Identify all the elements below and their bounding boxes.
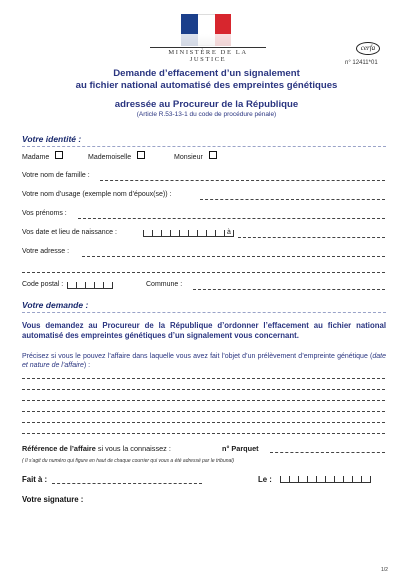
section-identity-title: Votre identité : <box>22 134 386 147</box>
adresse-field-2[interactable] <box>22 272 385 273</box>
reference-bold: Référence de l’affaire <box>22 444 96 453</box>
fait-a-field[interactable] <box>52 483 202 484</box>
code-postal-boxes[interactable] <box>67 282 113 289</box>
ministry-name: MINISTÈRE DE LA JUSTICE <box>150 47 266 63</box>
cerfa-logo: cerfa <box>356 42 380 55</box>
prelevement-intro: Précisez si vous le pouvez l’affaire dans laquelle vous avez fait l’objet d’un prélèvement d’empreinte génétique ( <box>22 353 373 360</box>
code-postal-label: Code postal : <box>22 281 64 288</box>
affaire-line-4[interactable] <box>22 411 385 412</box>
affaire-line-5[interactable] <box>22 422 385 423</box>
prelevement-hint: date et nature de l’affaire <box>22 353 386 369</box>
civility-mademoiselle-label: Mademoiselle <box>88 154 132 161</box>
section-demand-title: Votre demande : <box>22 300 386 313</box>
prenoms-field[interactable] <box>78 218 385 219</box>
civility-madame-label: Madame <box>22 154 50 161</box>
affaire-line-3[interactable] <box>22 400 385 401</box>
commune-label: Commune : <box>146 281 183 288</box>
form-title-line-1: Demande d’effacement d’un signalement <box>113 68 300 79</box>
parquet-label: n° Parquet <box>222 444 259 453</box>
cerfa-number: n° 12411*01 <box>345 60 378 66</box>
reference-note: ( Il s’agit du numéro qui figure en haut de chaque courrier qui vous a été adressé par le tribunal) <box>22 458 235 464</box>
demand-main-text: Vous demandez au Procureur de la République d’ordonner l’effacement au fichier national automatisé des empreintes génétiques d’un signalement vous concernant. <box>22 321 386 340</box>
prelevement-end: ) : <box>83 362 91 369</box>
article-reference: (Article R.53-13-1 du code de procédure pénale) <box>136 111 277 118</box>
form-title-line-2: au fichier national automatisé des empreintes génétiques <box>75 80 338 91</box>
parquet-field[interactable] <box>270 452 385 453</box>
lieu-naissance-field[interactable] <box>238 237 385 238</box>
civility-monsieur[interactable] <box>174 151 217 161</box>
affaire-line-2[interactable] <box>22 389 385 390</box>
nom-usage-field[interactable] <box>200 199 385 200</box>
nom-usage-label: Votre nom d’usage (exemple nom d’époux(se)) : <box>22 191 172 198</box>
adresse-field-1[interactable] <box>82 256 385 257</box>
prelevement-text <box>22 352 386 370</box>
date-lieu-naissance-label: Vos date et lieu de naissance : <box>22 229 117 236</box>
nom-famille-field[interactable] <box>100 180 385 181</box>
signature-label: Votre signature : <box>22 495 84 504</box>
monsieur-checkbox[interactable] <box>209 151 217 159</box>
date-signature-boxes[interactable] <box>280 476 371 483</box>
le-label: Le : <box>258 475 272 484</box>
page-number: 1/2 <box>381 567 388 573</box>
commune-field[interactable] <box>193 289 385 290</box>
madame-checkbox[interactable] <box>55 151 63 159</box>
form-title-line-3: adressée au Procureur de la République <box>114 99 299 110</box>
mademoiselle-checkbox[interactable] <box>137 151 145 159</box>
marianne-logo-overlay <box>181 34 231 46</box>
fait-a-label: Fait à : <box>22 475 48 484</box>
affaire-line-6[interactable] <box>22 433 385 434</box>
reference-label <box>22 444 171 453</box>
reference-suffix: si vous la connaissez : <box>95 444 171 453</box>
adresse-label: Votre adresse : <box>22 248 70 255</box>
prenoms-label: Vos prénoms : <box>22 210 67 217</box>
nom-famille-label: Votre nom de famille : <box>22 172 90 179</box>
date-a-label: à <box>227 229 231 236</box>
affaire-line-1[interactable] <box>22 378 385 379</box>
civility-mademoiselle[interactable] <box>88 151 145 161</box>
civility-madame[interactable] <box>22 151 63 161</box>
civility-monsieur-label: Monsieur <box>174 154 203 161</box>
date-naissance-boxes[interactable] <box>143 230 234 237</box>
